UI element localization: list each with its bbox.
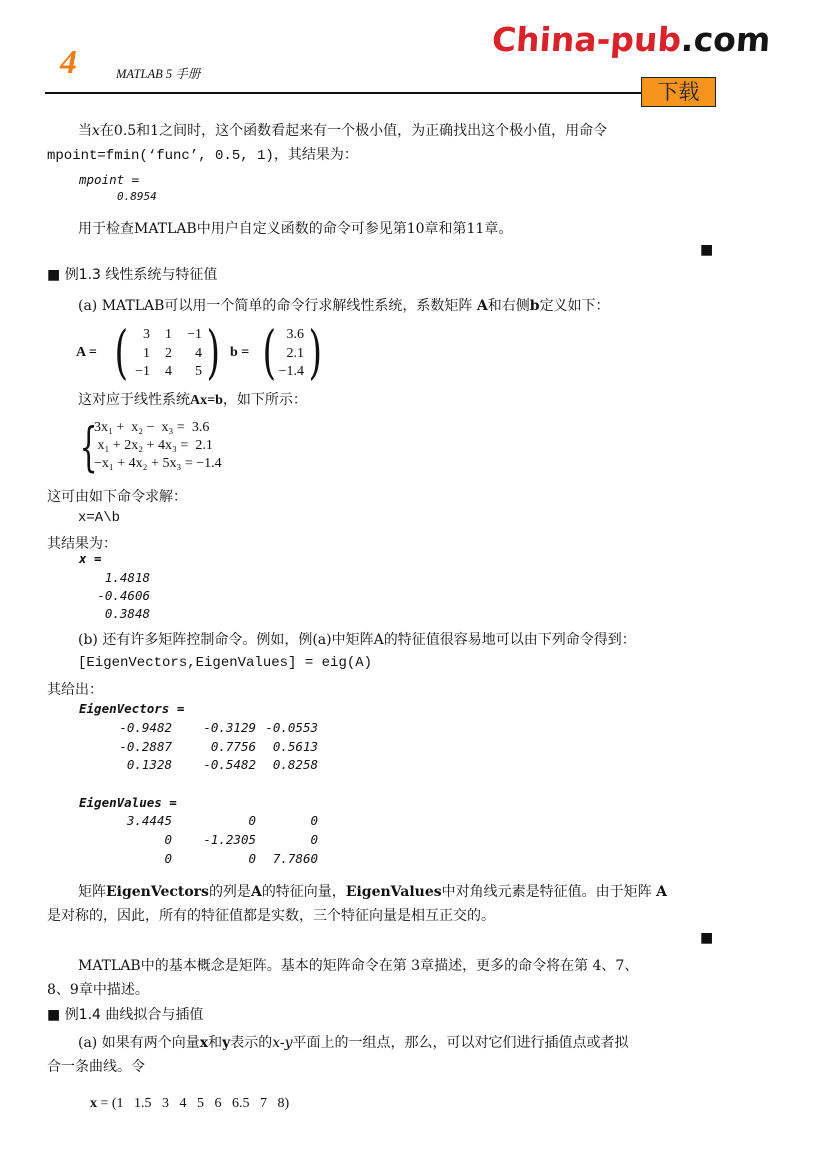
example-1-4-para-a-line1: (a) 如果有两个向量x和y表示的x-y平面上的一组点，那么，可以对它们进行插值点或者拟 xyxy=(78,1035,629,1051)
header-rule xyxy=(45,92,641,94)
eigen-explain-line1: 矩阵EigenVectors的列是A的特征向量，EigenValues中对角线元素是特征值。由于矩阵 A xyxy=(78,884,667,900)
a-cell: −1 xyxy=(135,364,150,379)
x-value: 0.3848 xyxy=(104,606,150,621)
eigvec-cell: -0.0553 xyxy=(265,720,318,735)
solve-intro: 这可由如下命令求解： xyxy=(47,489,187,505)
vector-b-right-paren: ) xyxy=(308,318,323,386)
b-cell: 2.1 xyxy=(286,346,304,361)
mpoint-value: 0.8954 xyxy=(117,190,157,203)
logo-text-a: China- xyxy=(490,20,612,59)
a-cell: 3 xyxy=(143,327,150,342)
eigenvalues-label: EigenValues = xyxy=(79,795,177,810)
system-row: −x₁ + 4x₂ + 5x₃ = −1.4 xyxy=(94,456,222,471)
end-square-2: ■ xyxy=(700,930,714,946)
b-cell: −1.4 xyxy=(278,364,304,379)
end-square-1: ■ xyxy=(700,242,714,258)
a-cell: −1 xyxy=(187,327,202,342)
example-1-3-heading: ■ 例1.3 线性系统与特征值 xyxy=(47,267,218,283)
eigvec-cell: -0.5482 xyxy=(203,757,256,772)
a-cell: 1 xyxy=(165,327,172,342)
eigval-cell: 0 xyxy=(248,813,256,828)
gives-text: 其给出： xyxy=(47,682,103,698)
para2: 用于检查MATLAB中用户自定义函数的命令可参见第10章和第11章。 xyxy=(78,221,513,237)
b-cell: 3.6 xyxy=(286,327,304,342)
eigval-cell: 0 xyxy=(248,851,256,866)
a-cell: 4 xyxy=(165,364,172,379)
system-brace: { xyxy=(79,418,98,478)
matrix-a-right-paren: ) xyxy=(206,318,221,386)
a-cell: 2 xyxy=(165,346,172,361)
a-cell: 1 xyxy=(143,346,150,361)
eigvec-cell: -0.9482 xyxy=(119,720,172,735)
solve-command: x=A\b xyxy=(78,510,121,526)
eigvec-cell: 0.5613 xyxy=(272,739,318,754)
a-cell: 5 xyxy=(195,364,202,379)
a-cell: 4 xyxy=(195,346,202,361)
logo-text-b: pub xyxy=(609,20,683,59)
example-1-4-heading: ■ 例1.4 曲线拟合与插值 xyxy=(47,1007,204,1023)
eigen-explain-line2: 是对称的，因此，所有的特征值都是实数，三个特征向量是相互正交的。 xyxy=(47,908,495,924)
eigvec-cell: 0.1328 xyxy=(126,757,172,772)
eigvec-cell: -0.3129 xyxy=(203,720,256,735)
eigvec-cell: 0.7756 xyxy=(210,739,256,754)
logo-text-c: .com xyxy=(679,20,772,59)
eigvec-cell: 0.8258 xyxy=(272,757,318,772)
eigval-cell: -1.2305 xyxy=(203,832,256,847)
x-label: x = xyxy=(79,551,102,566)
para1-line1: 当x在0.5和1之间时，这个函数看起来有一个极小值，为正确找出这个极小值，用命令 xyxy=(78,123,608,139)
eigval-cell: 3.4445 xyxy=(126,813,172,828)
example-1-3-para-b: (b) 还有许多矩阵控制命令。例如，例(a)中矩阵A的特征值很容易地可以由下列命令得到： xyxy=(78,632,636,648)
matrix-concept-line1: MATLAB中的基本概念是矩阵。基本的矩阵命令在第 3章描述，更多的命令将在第 4、7、 xyxy=(78,958,639,974)
eigvec-cell: -0.2887 xyxy=(119,739,172,754)
eigval-cell: 7.7860 xyxy=(272,851,318,866)
result-intro: 其结果为： xyxy=(47,536,117,552)
china-pub-logo[interactable] xyxy=(490,20,772,76)
vector-b-left-paren: ( xyxy=(262,318,277,386)
vector-b-label: b = xyxy=(230,345,250,360)
eigval-cell: 0 xyxy=(164,851,172,866)
page-number: 4 xyxy=(60,44,77,81)
x-vector: x = (1 1.5 3 4 5 6 6.5 7 8) xyxy=(90,1096,290,1111)
example-1-3-para-a: (a) MATLAB可以用一个简单的命令行求解线性系统，系数矩阵 A和右侧b定义如下： xyxy=(78,298,610,314)
system-intro: 这对应于线性系统Ax=b，如下所示： xyxy=(78,392,307,408)
eigenvectors-label: EigenVectors = xyxy=(79,701,185,716)
eig-command: [EigenVectors,EigenValues] = eig(A) xyxy=(78,655,373,671)
matrix-a-left-paren: ( xyxy=(114,318,129,386)
matrix-a-label: A = xyxy=(76,345,97,360)
para1-line2: mpoint=fmin(‘func’, 0.5, 1)，其结果为： xyxy=(47,147,358,164)
matrix-concept-line2: 8、9章中描述。 xyxy=(47,982,149,998)
eigval-cell: 0 xyxy=(164,832,172,847)
system-row: 3x₁ + x₂ − x₃ = 3.6 xyxy=(94,420,210,435)
x-value: -0.4606 xyxy=(97,588,150,603)
book-title: MATLAB 5 手册 xyxy=(116,67,201,81)
mpoint-label: mpoint = xyxy=(79,172,140,187)
x-value: 1.4818 xyxy=(104,570,150,585)
example-1-4-para-a-line2: 合一条曲线。令 xyxy=(47,1059,145,1075)
eigval-cell: 0 xyxy=(310,813,318,828)
eigval-cell: 0 xyxy=(310,832,318,847)
system-row: x₁ + 2x₂ + 4x₃ = 2.1 xyxy=(94,438,213,453)
download-button[interactable]: 下载 xyxy=(641,77,716,107)
